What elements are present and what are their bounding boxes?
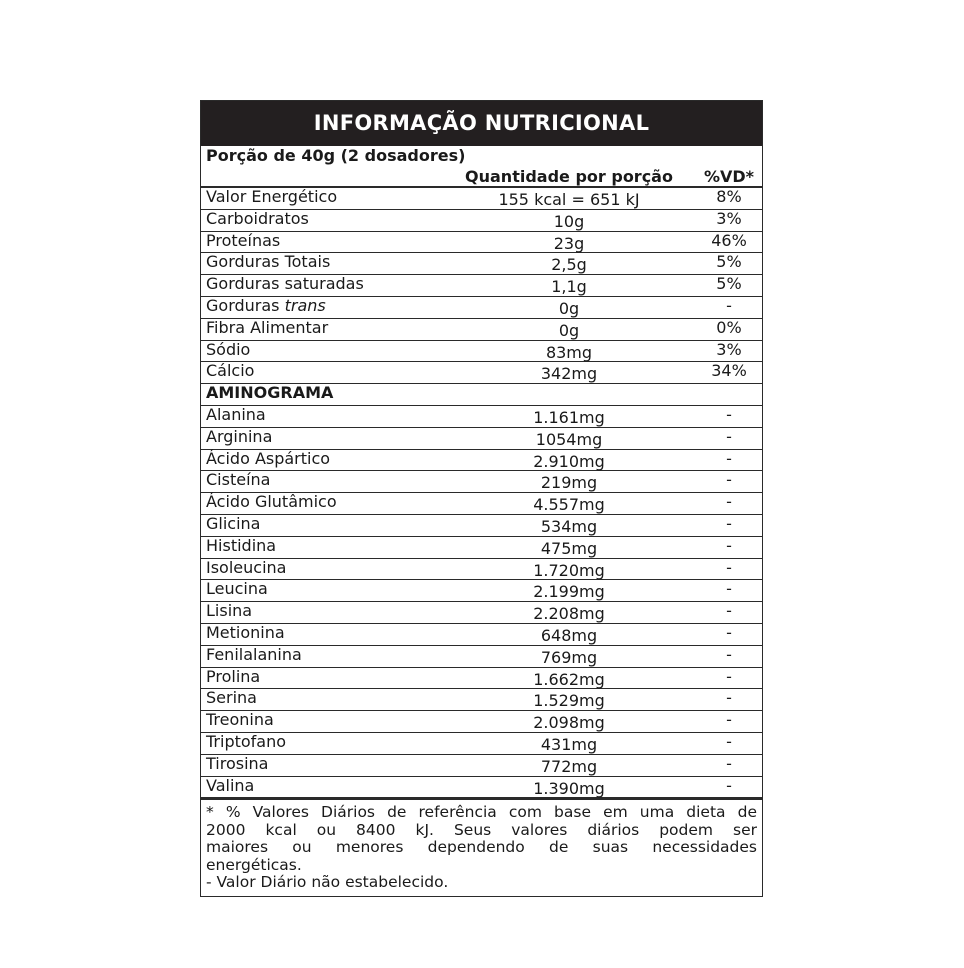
row-name: Cálcio	[206, 361, 255, 381]
row-name: Valor Energético	[206, 187, 338, 206]
aminogram-section-label	[201, 384, 762, 406]
row-vd: -	[726, 295, 732, 315]
row-name: Alanina	[206, 404, 266, 424]
nutrition-facts-panel	[200, 100, 763, 897]
row-name: Fibra Alimentar	[206, 317, 329, 337]
row-vd: -	[726, 666, 732, 686]
row-vd: -	[726, 753, 732, 773]
nutrient-row	[201, 341, 762, 363]
row-vd: -	[726, 404, 732, 424]
row-name: Serina	[206, 688, 257, 708]
row-name: Treonina	[206, 710, 274, 730]
row-vd: 8%	[716, 187, 742, 206]
nutrient-row	[201, 297, 762, 319]
row-quantity: 4.557mg	[533, 495, 605, 515]
aminogram-rows	[201, 406, 762, 798]
row-vd: 0%	[716, 317, 742, 337]
aminogram-row	[201, 515, 762, 537]
footnote-line: maiores ou menores dependendo de suas necessidades	[206, 838, 757, 857]
row-vd: -	[726, 775, 732, 795]
aminogram-row	[201, 668, 762, 690]
row-quantity: 1.390mg	[533, 778, 605, 798]
row-vd: -	[726, 579, 732, 599]
row-quantity: 1.662mg	[533, 669, 605, 689]
row-name: Ácido Aspártico	[206, 448, 331, 468]
row-quantity: 769mg	[540, 647, 598, 667]
aminogram-row	[201, 450, 762, 472]
nutrient-row	[201, 232, 762, 254]
nutrient-row	[201, 275, 762, 297]
nutrient-row	[201, 188, 762, 210]
row-vd: 3%	[716, 208, 742, 228]
row-quantity: 342mg	[540, 364, 598, 384]
row-name: Histidina	[206, 535, 277, 555]
header-quantity: Quantidade por porção	[465, 167, 673, 186]
aminogram-row	[201, 624, 762, 646]
row-quantity: 0g	[558, 298, 580, 318]
row-quantity: 155 kcal = 651 kJ	[498, 190, 640, 209]
row-name: Sódio	[206, 339, 251, 359]
row-vd: -	[726, 448, 732, 468]
row-vd: -	[726, 492, 732, 512]
row-vd: -	[726, 557, 732, 577]
row-quantity: 0g	[558, 320, 580, 340]
nutrient-row	[201, 362, 762, 384]
row-name: Ácido Glutâmico	[206, 492, 337, 512]
row-vd: -	[726, 470, 732, 490]
aminogram-label: AMINOGRAMA	[206, 383, 334, 403]
row-vd: 5%	[716, 274, 742, 294]
row-quantity: 772mg	[540, 756, 598, 776]
aminogram-row	[201, 493, 762, 515]
row-name: Valina	[206, 775, 255, 795]
row-name: Arginina	[206, 426, 273, 446]
aminogram-row	[201, 755, 762, 777]
row-vd: -	[726, 731, 732, 751]
header-name	[201, 167, 441, 186]
header-vd: %VD*	[703, 167, 755, 186]
portion-size: Porção de 40g (2 dosadores)	[206, 146, 466, 165]
row-vd: -	[726, 535, 732, 555]
footnote	[201, 798, 762, 892]
nutrient-rows	[201, 188, 762, 384]
aminogram-row	[201, 733, 762, 755]
row-vd: -	[726, 644, 732, 664]
row-quantity: 431mg	[540, 734, 598, 754]
row-quantity: 1054mg	[535, 429, 603, 449]
column-header	[201, 167, 762, 188]
row-name: Glicina	[206, 513, 261, 533]
row-quantity: 1.720mg	[533, 560, 605, 580]
row-name: Triptofano	[206, 731, 287, 751]
panel-title: INFORMAÇÃO NUTRICIONAL	[201, 101, 762, 146]
row-vd: 3%	[716, 339, 742, 359]
row-quantity: 534mg	[540, 516, 598, 536]
aminogram-row	[201, 646, 762, 668]
row-quantity: 83mg	[545, 342, 593, 362]
row-quantity: 23g	[553, 233, 585, 253]
row-name: Gorduras Totais	[206, 252, 331, 272]
footnote-line: 2000 kcal ou 8400 kJ. Seus valores diários podem ser	[206, 820, 757, 839]
row-name: Metionina	[206, 622, 285, 642]
nutrient-row	[201, 319, 762, 341]
row-name: Leucina	[206, 579, 268, 599]
aminogram-row	[201, 689, 762, 711]
row-name: Carboidratos	[206, 208, 309, 228]
nutrient-row	[201, 253, 762, 275]
row-quantity: 475mg	[540, 538, 598, 558]
row-vd: -	[726, 601, 732, 621]
row-vd: -	[726, 513, 732, 533]
aminogram-row	[201, 580, 762, 602]
aminogram-row	[201, 537, 762, 559]
footnote-line: * % Valores Diários de referência com base em uma dieta de	[206, 803, 757, 822]
nutrient-row	[201, 210, 762, 232]
aminogram-row	[201, 602, 762, 624]
aminogram-row	[201, 471, 762, 493]
row-quantity: 1.161mg	[533, 407, 605, 427]
row-name: Cisteína	[206, 470, 271, 490]
row-quantity: 648mg	[540, 625, 598, 645]
row-vd: -	[726, 710, 732, 730]
row-quantity: 2.098mg	[533, 713, 605, 733]
footnote-line: - Valor Diário não estabelecido.	[206, 873, 449, 892]
row-quantity: 10g	[553, 211, 585, 231]
row-quantity: 2.199mg	[533, 582, 605, 602]
row-quantity: 2,5g	[551, 255, 587, 275]
row-name: Fenilalanina	[206, 644, 302, 664]
row-name: Gorduras trans	[206, 295, 326, 315]
row-quantity: 1.529mg	[533, 691, 605, 711]
row-name: Isoleucina	[206, 557, 287, 577]
row-quantity: 1,1g	[551, 277, 587, 297]
footnote-line: energéticas.	[206, 855, 302, 874]
row-quantity: 219mg	[540, 473, 598, 493]
row-vd: 46%	[711, 230, 747, 250]
aminogram-row	[201, 406, 762, 428]
row-name: Gorduras saturadas	[206, 274, 364, 294]
row-vd: 5%	[716, 252, 742, 272]
row-name: Tirosina	[206, 753, 269, 773]
row-quantity: 2.208mg	[533, 604, 605, 624]
aminogram-row	[201, 428, 762, 450]
row-name: Proteínas	[206, 230, 281, 250]
row-vd: -	[726, 622, 732, 642]
row-quantity: 2.910mg	[533, 451, 605, 471]
row-vd: -	[726, 426, 732, 446]
aminogram-row	[201, 777, 762, 799]
aminogram-row	[201, 559, 762, 581]
row-name: Lisina	[206, 601, 253, 621]
row-name: Prolina	[206, 666, 261, 686]
row-vd: 34%	[711, 361, 747, 381]
row-vd: -	[726, 688, 732, 708]
aminogram-row	[201, 711, 762, 733]
